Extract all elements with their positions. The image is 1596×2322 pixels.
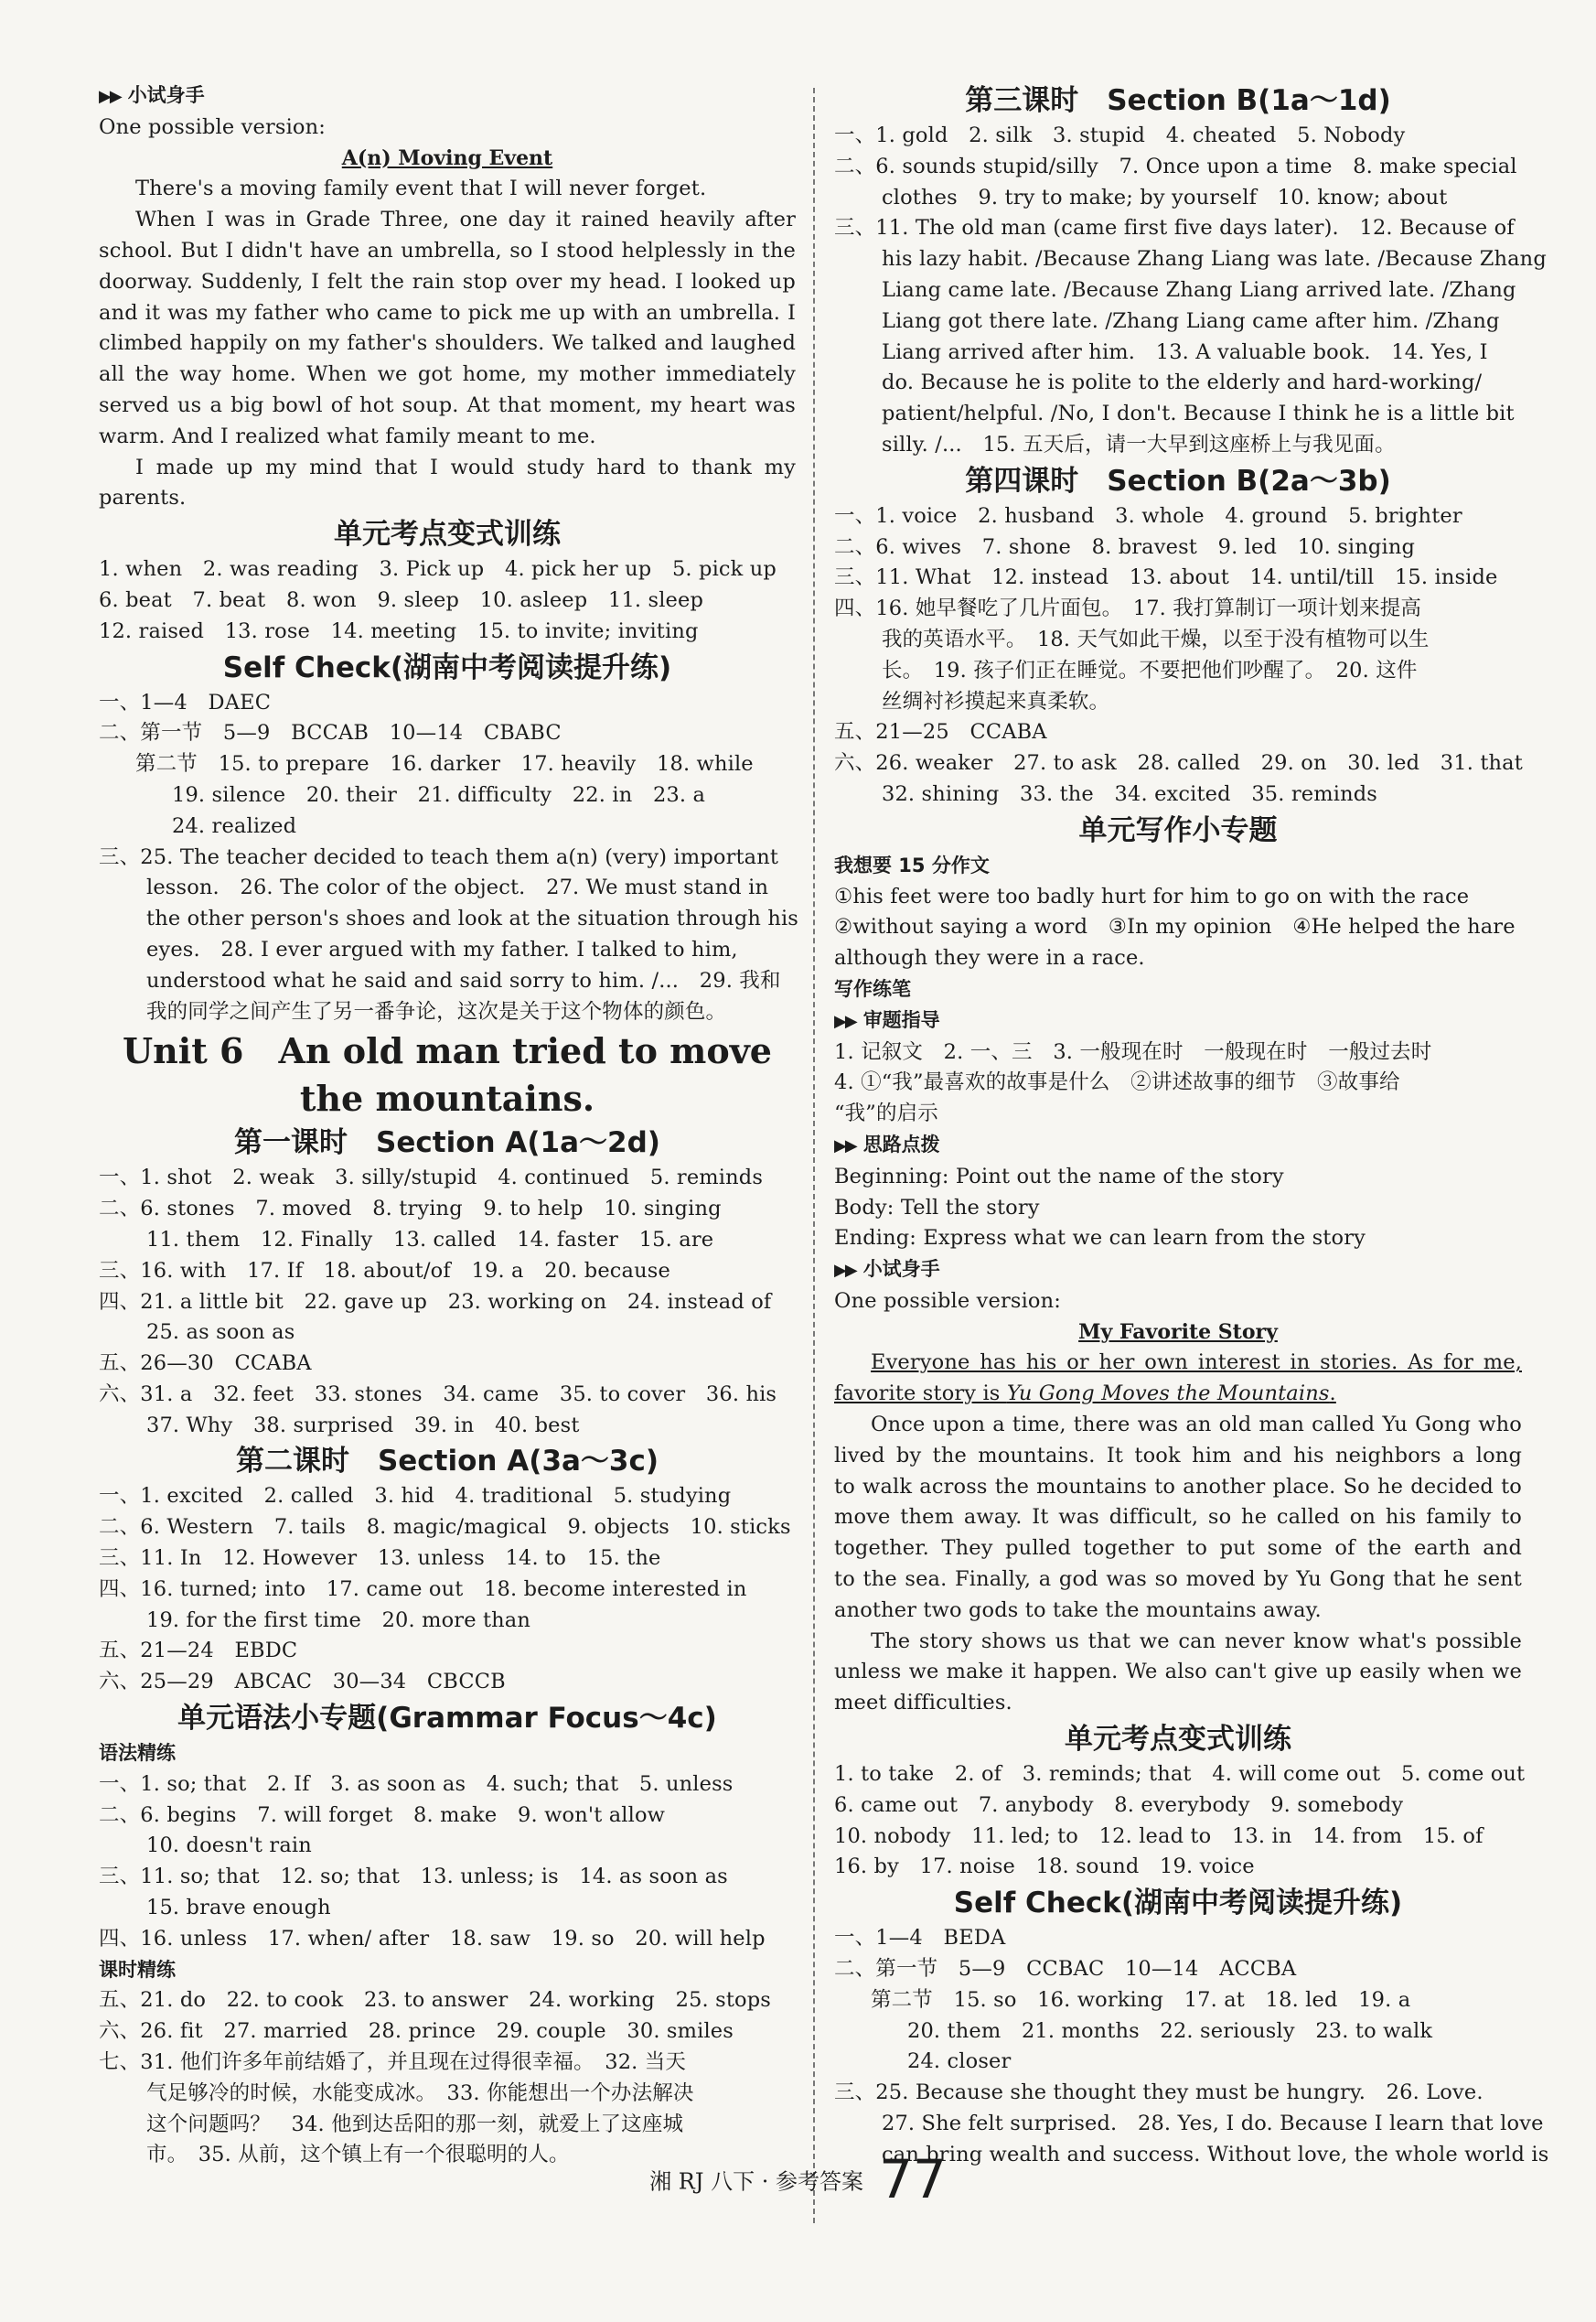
section-label-analysis xyxy=(834,1005,1522,1037)
answer-line: 五、21—25 CCABA xyxy=(834,720,1047,745)
answer-line: 六、26. weaker 27. to ask 28. called 29. on 30. led 31. that xyxy=(834,751,1523,776)
answer-line: 五、26—30 CCABA xyxy=(99,1351,312,1376)
answer-line: to walk across the mountains to another place. So he decided to xyxy=(834,1474,1522,1499)
answer-line: 6. came out 7. anybody 8. everybody 9. somebody xyxy=(834,1792,1404,1817)
section-heading: 单元考点变式训练 xyxy=(334,518,561,552)
answer-line: 丝绸衬衫摸起来真柔软。 xyxy=(882,689,1110,714)
page-footer xyxy=(0,2148,1596,2210)
subsection-label-text: 语法精练 xyxy=(99,1742,176,1765)
answer-line: meet difficulties. xyxy=(834,1691,1012,1715)
column-divider xyxy=(813,88,815,2223)
answer-line: One possible version: xyxy=(99,114,327,139)
subsection-label-text: 课时精练 xyxy=(99,1958,176,1981)
section-heading: 第四课时 Section B(2a～3b) xyxy=(965,464,1391,498)
answer-line: ①his feet were too badly hurt for him to go on with the race xyxy=(834,884,1470,908)
left-column xyxy=(99,81,799,2249)
triangle-bullet-icon: ▶▶ xyxy=(834,1011,856,1031)
answer-line: 16. by 17. noise 18. sound 19. voice xyxy=(834,1854,1255,1879)
answer-line: clothes 9. try to make; by yourself 10. know; about xyxy=(882,185,1448,210)
answer-line: Body: Tell the story xyxy=(834,1195,1040,1220)
essay-title: My Favorite Story xyxy=(1078,1319,1278,1344)
answer-line: 六、25—29 ABCAC 30—34 CBCCB xyxy=(99,1670,506,1694)
answer-line: 我的英语水平。 18. 天气如此干燥，以至于没有植物可以生 xyxy=(882,627,1430,651)
answer-line: lesson. 26. The color of the object. 27. We must stand in xyxy=(146,876,769,900)
answer-line: 二、第一节 5—9 CCBAC 10—14 ACCBA xyxy=(834,1957,1297,1982)
answer-line: 10. nobody 11. led; to 12. lead to 13. in 14. from 15. of xyxy=(834,1823,1484,1848)
answer-line: 二、6. wives 7. shone 8. bravest 9. led 10. singing xyxy=(834,534,1416,559)
answer-line: understood what he said and said sorry to him. /... 29. 我和 xyxy=(146,968,781,993)
page-number: 77 xyxy=(879,2148,947,2210)
answer-line: silly. /... 15. 五天后，请一大早到这座桥上与我见面。 xyxy=(882,432,1396,457)
answer-line: 二、6. begins 7. will forget 8. make 9. won't allow xyxy=(99,1802,666,1827)
answer-line: 12. raised 13. rose 14. meeting 15. to invite; inviting xyxy=(99,618,699,643)
answer-line: favorite story is Yu Gong Moves the Mountains. xyxy=(834,1381,1336,1406)
answer-line: 长。 19. 孩子们正在睡觉。不要把他们吵醒了。 20. 这件 xyxy=(882,658,1418,683)
triangle-bullet-icon: ▶▶ xyxy=(99,87,121,106)
section-label-ideas xyxy=(834,1130,1522,1162)
answer-line: 三、25. The teacher decided to teach them a(n) (very) important xyxy=(99,844,779,869)
section-label-try xyxy=(99,81,796,113)
answer-line: 一、1—4 DAEC xyxy=(99,690,272,715)
answer-line: “我”的启示 xyxy=(834,1102,938,1126)
answer-line: 这个问题吗？ 34. 他到达岳阳的那一刻，就爱上了这座城 xyxy=(146,2112,684,2136)
answer-line: another two gods to take the mountains away. xyxy=(834,1597,1322,1622)
answer-line: unless we make it happen. We also can't give up easily when we xyxy=(834,1660,1522,1684)
answer-line: 25. as soon as xyxy=(146,1320,295,1345)
answer-line: 第二节 15. so 16. working 17. at 18. led 19. a xyxy=(871,1987,1411,2012)
footer-label: 湘 RJ 八下 · 参考答案 xyxy=(649,2168,863,2195)
answer-line: 六、31. a 32. feet 33. stones 34. came 35. to cover 36. his xyxy=(99,1381,777,1406)
answer-line: One possible version: xyxy=(834,1288,1062,1313)
answer-line: 四、16. 她早餐吃了几片面包。 17. 我打算制订一项计划来提高 xyxy=(834,597,1422,621)
answer-line: Liang arrived after him. 13. A valuable book. 14. Yes, I xyxy=(882,339,1488,364)
triangle-bullet-icon: ▶▶ xyxy=(834,1261,856,1281)
unit-title: the mountains. xyxy=(299,1078,595,1120)
answer-line: and it was my father who came to pick me up with an umbrella. I xyxy=(99,300,796,325)
answer-line: patient/helpful. /No, I don't. Because I think he is a little bit xyxy=(882,402,1515,426)
answer-line: move them away. It was difficult, so he called on his family to xyxy=(834,1505,1522,1530)
answer-line: 二、6. Western 7. tails 8. magic/magical 9. objects 10. sticks xyxy=(99,1515,791,1540)
answer-line: 1. to take 2. of 3. reminds; that 4. will come out 5. come out xyxy=(834,1762,1526,1787)
answer-line: 37. Why 38. surprised 39. in 40. best xyxy=(146,1413,580,1437)
answer-line: 24. closer xyxy=(907,2049,1012,2074)
answer-line: I made up my mind that I would study hard to thank my xyxy=(135,455,796,479)
subsection-label xyxy=(99,1955,796,1986)
answer-line: When I was in Grade Three, one day it rained heavily after xyxy=(135,208,796,232)
subsection-label-text: 小试身手 xyxy=(127,84,205,106)
answer-line: 四、21. a little bit 22. gave up 23. working on 24. instead of xyxy=(99,1289,772,1314)
answer-line: 一、1. gold 2. silk 3. stupid 4. cheated 5. Nobody xyxy=(834,124,1406,147)
answer-line: 五、21—24 EBDC xyxy=(99,1639,298,1663)
answer-line: school. But I didn't have an umbrella, so I stood helplessly in the xyxy=(99,238,796,263)
answer-line: 一、1. shot 2. weak 3. silly/stupid 4. continued 5. reminds xyxy=(99,1166,764,1190)
answer-line: 4. ①“我”最喜欢的故事是什么 ②讲述故事的细节 ③故事给 xyxy=(834,1070,1400,1095)
answer-line: 七、31. 他们许多年前结婚了，并且现在过得很幸福。 32. 当天 xyxy=(99,2050,687,2075)
answer-line: served us a big bowl of hot soup. At that moment, my heart was xyxy=(99,392,796,417)
answer-line: 19. silence 20. their 21. difficulty 22. in 23. a xyxy=(172,782,706,807)
answer-line: 20. them 21. months 22. seriously 23. to walk xyxy=(907,2018,1433,2043)
section-heading: 单元考点变式训练 xyxy=(1065,1723,1291,1757)
answer-line: do. Because he is polite to the elderly and hard-working/ xyxy=(882,371,1483,395)
answer-line: 27. She felt surprised. 28. Yes, I do. Because I learn that love xyxy=(882,2112,1544,2136)
answer-line: parents. xyxy=(99,486,187,511)
answer-line: 二、第一节 5—9 BCCAB 10—14 CBABC xyxy=(99,721,562,746)
answer-line: 三、25. Because she thought they must be hungry. 26. Love. xyxy=(834,2080,1484,2105)
subsection-label-text: 小试身手 xyxy=(862,1258,940,1281)
answer-line: 二、6. stones 7. moved 8. trying 9. to help 10. singing xyxy=(99,1197,722,1221)
answer-line: doorway. Suddenly, I felt the rain stop over my head. I looked up xyxy=(99,269,796,294)
answer-line: 一、1. so; that 2. If 3. as soon as 4. such; that 5. unless xyxy=(99,1771,734,1796)
answer-line: 一、1. excited 2. called 3. hid 4. traditional 5. studying xyxy=(99,1484,732,1509)
section-heading: 单元语法小专题(Grammar Focus～4c) xyxy=(177,1702,717,1736)
subsection-label-text: 写作练笔 xyxy=(834,977,911,1000)
triangle-bullet-icon: ▶▶ xyxy=(834,1135,856,1156)
answer-line: together. They pulled together to put some of the earth and xyxy=(834,1536,1522,1561)
answer-line: 二、6. sounds stupid/silly 7. Once upon a time 8. make special xyxy=(834,154,1517,178)
answer-line: 三、11. The old man (came first five days later). 12. Because of xyxy=(834,216,1515,241)
unit-title: Unit 6 An old man tried to move xyxy=(123,1030,772,1072)
section-heading: Self Check(湖南中考阅读提升练) xyxy=(222,650,672,684)
answer-line: 1. 记叙文 2. 一、三 3. 一般现在时 一般现在时 一般过去时 xyxy=(834,1039,1432,1064)
answer-line: The story shows us that we can never know what's possible xyxy=(871,1629,1522,1653)
answer-line: all the way home. When we got home, my mother immediately xyxy=(99,362,796,387)
answer-line: 三、11. What 12. instead 13. about 14. until/till 15. inside xyxy=(834,565,1498,590)
right-column xyxy=(834,81,1549,2249)
subsection-label xyxy=(99,1738,796,1769)
section-label-try-2 xyxy=(834,1254,1522,1286)
answer-line: 15. brave enough xyxy=(146,1896,331,1920)
section-heading: 第三课时 Section B(1a～1d) xyxy=(965,84,1391,117)
answer-line: Everyone has his or her own interest in stories. As for me, xyxy=(871,1350,1522,1375)
answer-line: Beginning: Point out the name of the story xyxy=(834,1164,1284,1188)
answer-line: 6. beat 7. beat 8. won 9. sleep 10. asleep 11. sleep xyxy=(99,587,704,612)
answer-line: There's a moving family event that I will never forget. xyxy=(135,177,707,201)
subsection-label xyxy=(834,851,1522,882)
subsection-label-text: 思路点拨 xyxy=(862,1133,940,1156)
answer-line: Once upon a time, there was an old man called Yu Gong who xyxy=(871,1413,1522,1437)
answer-line: 四、16. turned; into 17. came out 18. become interested in xyxy=(99,1576,747,1601)
answer-line: his lazy habit. /Because Zhang Liang was late. /Because Zhang xyxy=(882,247,1547,272)
answer-line: 三、11. In 12. However 13. unless 14. to 15. the xyxy=(99,1546,661,1571)
answer-line: the other person's shoes and look at the situation through his xyxy=(146,907,799,931)
answer-line: Liang got there late. /Zhang Liang came after him. /Zhang xyxy=(882,308,1500,333)
answer-line: lived by the mountains. It took him and his neighbors a long xyxy=(834,1443,1522,1467)
answer-line: although they were in a race. xyxy=(834,946,1145,971)
answer-line: 一、1—4 BEDA xyxy=(834,1926,1006,1951)
answer-line: 11. them 12. Finally 13. called 14. faster 15. are xyxy=(146,1227,714,1252)
answer-line: ②without saying a word ③In my opinion ④He helped the hare xyxy=(834,915,1516,940)
answer-line: 气足够冷的时候，水能变成冰。 33. 你能想出一个办法解决 xyxy=(146,2080,694,2105)
answer-line: 第二节 15. to prepare 16. darker 17. heavily 18. while xyxy=(135,752,754,777)
answer-line: 24. realized xyxy=(172,813,297,838)
answer-line: 32. shining 33. the 34. excited 35. reminds xyxy=(882,781,1377,806)
subsection-label-text: 审题指导 xyxy=(862,1008,940,1031)
answer-line: 五、21. do 22. to cook 23. to answer 24. working 25. stops xyxy=(99,1988,771,2013)
answer-line: 三、16. with 17. If 18. about/of 19. a 20. because xyxy=(99,1258,670,1283)
subsection-label xyxy=(834,974,1522,1005)
subsection-label-text: 我想要 15 分作文 xyxy=(834,854,990,876)
section-heading: 第一课时 Section A(1a～2d) xyxy=(234,1126,660,1160)
answer-line: 一、1. voice 2. husband 3. whole 4. ground 5. brighter xyxy=(834,503,1462,528)
answer-line: 六、26. fit 27. married 28. prince 29. couple 30. smiles xyxy=(99,2019,734,2044)
answer-line: Liang came late. /Because Zhang Liang arrived late. /Zhang xyxy=(882,277,1516,302)
section-heading: Self Check(湖南中考阅读提升练) xyxy=(953,1887,1403,1920)
answer-line: 市。 35. 从前，这个镇上有一个很聪明的人。 xyxy=(146,2143,570,2167)
section-heading: 第二课时 Section A(3a～3c) xyxy=(235,1445,659,1478)
answer-line: 三、11. so; that 12. so; that 13. unless; is 14. as soon as xyxy=(99,1865,728,1889)
answer-line: climbed happily on my father's shoulders. We talked and laughed xyxy=(99,331,796,356)
section-heading: 单元写作小专题 xyxy=(1078,813,1278,847)
answer-line: 19. for the first time 20. more than xyxy=(146,1607,531,1632)
answer-line: 1. when 2. was reading 3. Pick up 4. pick her up 5. pick up xyxy=(99,557,777,582)
answer-line: to the sea. Finally, a god was so moved by Yu Gong that he sent xyxy=(834,1567,1522,1592)
answer-line: Ending: Express what we can learn from the story xyxy=(834,1226,1366,1251)
answer-line: 我的同学之间产生了另一番争论，这次是关于这个物体的颜色。 xyxy=(146,999,727,1024)
answer-line: 四、16. unless 17. when/ after 18. saw 19. so 20. will help xyxy=(99,1926,766,1951)
answer-line: warm. And I realized what family meant to me. xyxy=(99,424,596,448)
essay-title: A(n) Moving Event xyxy=(341,145,553,170)
answer-line: can bring wealth and success. Without love, the whole world is xyxy=(882,2142,1549,2166)
answer-line: eyes. 28. I ever argued with my father. I talked to him, xyxy=(146,937,738,962)
answer-line: 10. doesn't rain xyxy=(146,1833,312,1858)
